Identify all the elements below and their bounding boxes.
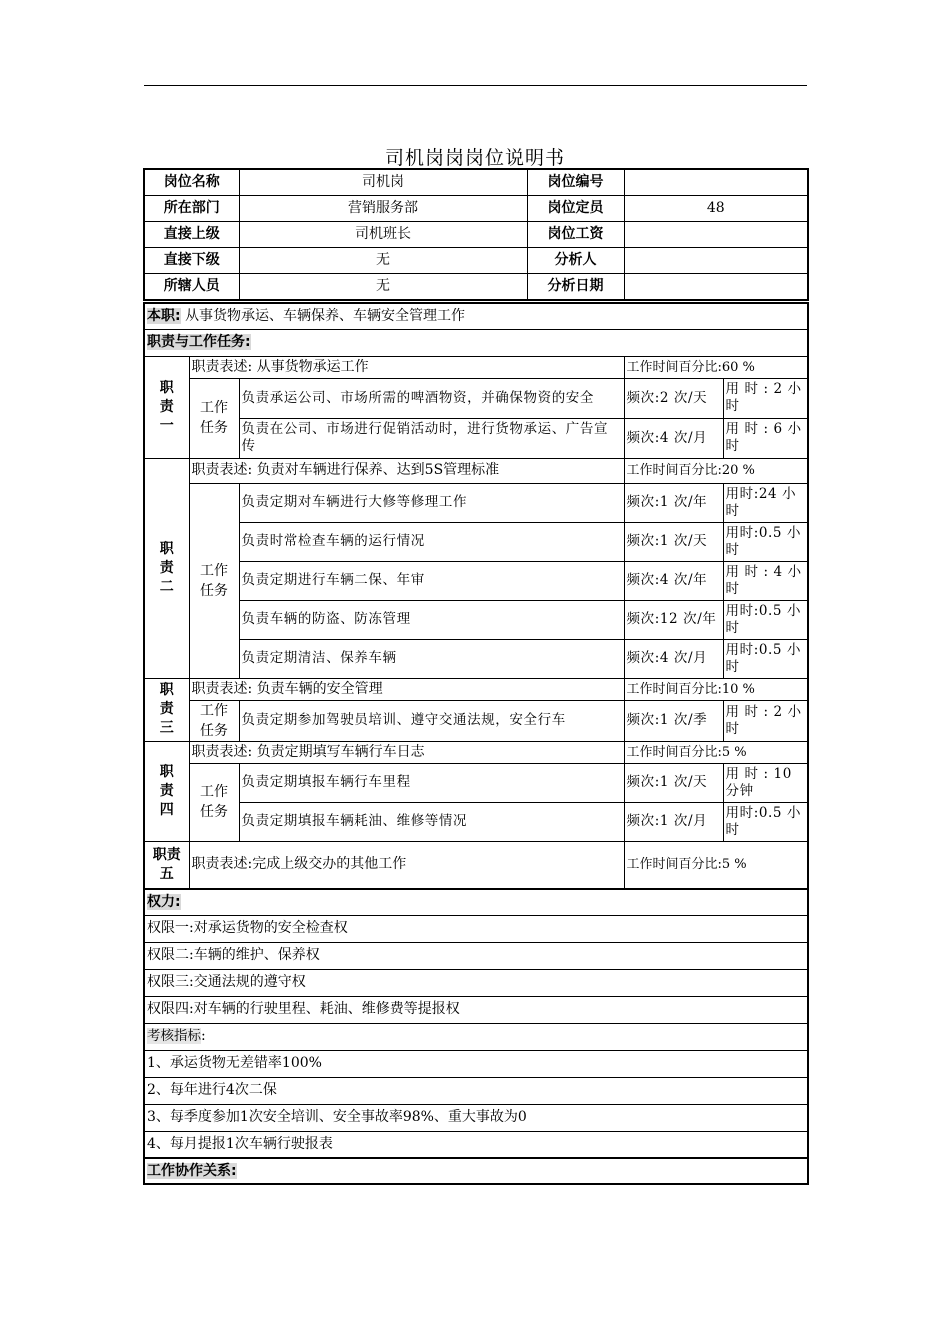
work-task-label — [189, 700, 239, 741]
task-duration: 用 时 : 6 小时 — [723, 418, 808, 458]
work-task-label — [189, 378, 239, 458]
duty-time-percent: 工作时间百分比:5 % — [624, 841, 808, 889]
work-task-label-text: 工作任务 — [200, 562, 228, 599]
authority-item: 权限一:对承运货物的安全检查权 — [144, 915, 808, 942]
duty-name-char: 四 — [159, 801, 174, 818]
basic-info-table — [143, 168, 809, 301]
field-label: 所在部门 — [144, 196, 239, 222]
task-duration: 用 时 : 2 小时 — [723, 700, 808, 741]
task-row — [144, 600, 808, 639]
duty-name-char: 职 — [159, 379, 174, 396]
task-frequency: 频次:4 次/年 — [624, 561, 723, 600]
kpi-label: 考核指标 — [147, 1028, 201, 1044]
field-label: 岗位工资 — [527, 222, 624, 248]
field-label: 岗位编号 — [527, 169, 624, 196]
field-value: 营销服务部 — [239, 196, 527, 222]
field-value: 48 — [624, 196, 808, 222]
kpi-section-cell — [144, 1023, 808, 1050]
task-description: 负责车辆的防盗、防冻管理 — [239, 600, 624, 639]
task-frequency: 频次:4 次/月 — [624, 418, 723, 458]
task-row — [144, 522, 808, 561]
kpi-row — [144, 1050, 808, 1077]
duty-name-char: 一 — [159, 417, 174, 434]
kpi-row — [144, 1131, 808, 1158]
task-duration: 用时:0.5 小时 — [723, 639, 808, 678]
authority-row — [144, 996, 808, 1023]
field-value: 无 — [239, 248, 527, 274]
duty-description: 职责表述: 负责车辆的安全管理 — [189, 678, 624, 700]
kpi-item: 2、每年进行4次二保 — [144, 1077, 808, 1104]
work-task-label — [189, 483, 239, 678]
task-frequency: 频次:12 次/年 — [624, 600, 723, 639]
duty-name — [144, 678, 189, 741]
duty-description: 职责表述:完成上级交办的其他工作 — [189, 841, 624, 889]
duty-name-char: 二 — [159, 578, 174, 595]
task-frequency: 频次:1 次/天 — [624, 763, 723, 802]
authority-label: 权力: — [147, 893, 181, 910]
section-row — [144, 1158, 808, 1184]
authority-row — [144, 942, 808, 969]
task-description: 负责在公司、市场进行促销活动时，进行货物承运、广告宣传 — [239, 418, 624, 458]
task-row — [144, 639, 808, 678]
duties-section-cell — [144, 329, 808, 356]
summary-cell — [144, 303, 808, 329]
field-label: 直接上级 — [144, 222, 239, 248]
duty-desc-row — [144, 841, 808, 889]
section-row — [144, 329, 808, 356]
duty-name-char: 责 — [159, 782, 174, 799]
task-row — [144, 700, 808, 741]
task-duration: 用 时 : 10 分钟 — [723, 763, 808, 802]
work-task-label — [189, 763, 239, 841]
authority-section-cell — [144, 889, 808, 915]
authority-row — [144, 915, 808, 942]
section-row — [144, 1023, 808, 1050]
work-task-label-text: 工作任务 — [200, 400, 228, 436]
task-duration: 用 时 : 2 小时 — [723, 378, 808, 418]
duty-time-percent: 工作时间百分比:60 % — [624, 356, 808, 378]
duty-name-char: 责 — [159, 701, 174, 717]
duty-name — [144, 356, 189, 458]
task-row — [144, 561, 808, 600]
field-value — [624, 169, 808, 196]
task-row — [144, 378, 808, 418]
task-duration: 用时:0.5 小时 — [723, 802, 808, 841]
summary-label: 本职: — [147, 307, 181, 324]
duty-name — [144, 841, 189, 889]
task-description: 负责定期参加驾驶员培训、遵守交通法规，安全行车 — [239, 700, 624, 741]
info-row — [144, 222, 808, 248]
task-description: 负责时常检查车辆的运行情况 — [239, 522, 624, 561]
duty-name-char: 职 — [159, 540, 174, 557]
task-frequency: 频次:1 次/天 — [624, 522, 723, 561]
duty-time-percent: 工作时间百分比:10 % — [624, 678, 808, 700]
task-row — [144, 802, 808, 841]
duties-section-label: 职责与工作任务: — [147, 334, 251, 350]
field-label: 直接下级 — [144, 248, 239, 274]
task-row — [144, 418, 808, 458]
info-row — [144, 274, 808, 301]
duty-name-char: 责 — [159, 398, 174, 415]
task-duration: 用 时 : 4 小时 — [723, 561, 808, 600]
task-row — [144, 483, 808, 522]
task-frequency: 频次:1 次/月 — [624, 802, 723, 841]
info-row — [144, 248, 808, 274]
field-value — [624, 274, 808, 301]
duty-description: 职责表述: 从事货物承运工作 — [189, 356, 624, 378]
authority-item: 权限二:车辆的维护、保养权 — [144, 942, 808, 969]
task-description: 负责定期填报车辆行车里程 — [239, 763, 624, 802]
summary-row — [144, 303, 808, 329]
document-title: 司机岗岗岗位说明书 — [384, 147, 565, 169]
duty-name-char: 职 — [159, 763, 174, 780]
field-value: 司机班长 — [239, 222, 527, 248]
kpi-label-colon: : — [201, 1028, 206, 1044]
task-description: 负责定期进行车辆二保、年审 — [239, 561, 624, 600]
task-description: 负责承运公司、市场所需的啤酒物资，并确保物资的安全 — [239, 378, 624, 418]
task-duration: 用时:24 小时 — [723, 483, 808, 522]
duty-name-line: 职责 — [152, 846, 181, 863]
field-value: 无 — [239, 274, 527, 301]
task-description: 负责定期清洁、保养车辆 — [239, 639, 624, 678]
duty-name-char: 三 — [159, 720, 174, 736]
header-rule — [144, 85, 807, 86]
duty-time-percent: 工作时间百分比:5 % — [624, 741, 808, 763]
field-value: 司机岗 — [239, 169, 527, 196]
task-frequency: 频次:1 次/年 — [624, 483, 723, 522]
kpi-item: 1、承运货物无差错率100% — [144, 1050, 808, 1077]
field-label: 所辖人员 — [144, 274, 239, 301]
cooperation-label: 工作协作关系: — [147, 1162, 237, 1179]
info-row — [144, 169, 808, 196]
task-duration: 用时:0.5 小时 — [723, 600, 808, 639]
work-task-label-text: 工作任务 — [200, 702, 228, 739]
task-frequency: 频次:1 次/季 — [624, 700, 723, 741]
task-frequency: 频次:4 次/月 — [624, 639, 723, 678]
info-row — [144, 196, 808, 222]
duty-time-percent: 工作时间百分比:20 % — [624, 458, 808, 483]
duty-name-line: 五 — [159, 865, 174, 882]
task-description: 负责定期对车辆进行大修等修理工作 — [239, 483, 624, 522]
cooperation-section-cell — [144, 1158, 808, 1184]
duty-name-char: 职 — [159, 682, 174, 698]
task-description: 负责定期填报车辆耗油、维修等情况 — [239, 802, 624, 841]
field-label: 岗位名称 — [144, 169, 239, 196]
kpi-row — [144, 1077, 808, 1104]
field-value — [624, 222, 808, 248]
duty-description: 职责表述: 负责对车辆进行保养、达到5S管理标准 — [189, 458, 624, 483]
task-row — [144, 763, 808, 802]
section-row — [144, 889, 808, 915]
duty-desc-row — [144, 678, 808, 700]
duty-desc-row — [144, 741, 808, 763]
field-value — [624, 248, 808, 274]
duty-description: 职责表述: 负责定期填写车辆行车日志 — [189, 741, 624, 763]
task-duration: 用时:0.5 小时 — [723, 522, 808, 561]
authority-item: 权限三:交通法规的遵守权 — [144, 969, 808, 996]
field-label: 岗位定员 — [527, 196, 624, 222]
duty-name — [144, 458, 189, 678]
kpi-item: 3、每季度参加1次安全培训、安全事故率98%、重大事故为0 — [144, 1104, 808, 1131]
duty-desc-row — [144, 356, 808, 378]
work-task-label-text: 工作任务 — [200, 784, 228, 820]
task-frequency: 频次:2 次/天 — [624, 378, 723, 418]
field-label: 分析人 — [527, 248, 624, 274]
authority-item: 权限四:对车辆的行驶里程、耗油、维修费等提报权 — [144, 996, 808, 1023]
kpi-row — [144, 1104, 808, 1131]
duty-name-char: 责 — [159, 559, 174, 576]
summary-text: 从事货物承运、车辆保养、车辆安全管理工作 — [185, 307, 466, 324]
field-label: 分析日期 — [527, 274, 624, 301]
authority-row — [144, 969, 808, 996]
kpi-item: 4、每月提报1次车辆行驶报表 — [144, 1131, 808, 1158]
duties-table — [143, 302, 809, 1185]
duty-name — [144, 741, 189, 841]
duty-desc-row — [144, 458, 808, 483]
